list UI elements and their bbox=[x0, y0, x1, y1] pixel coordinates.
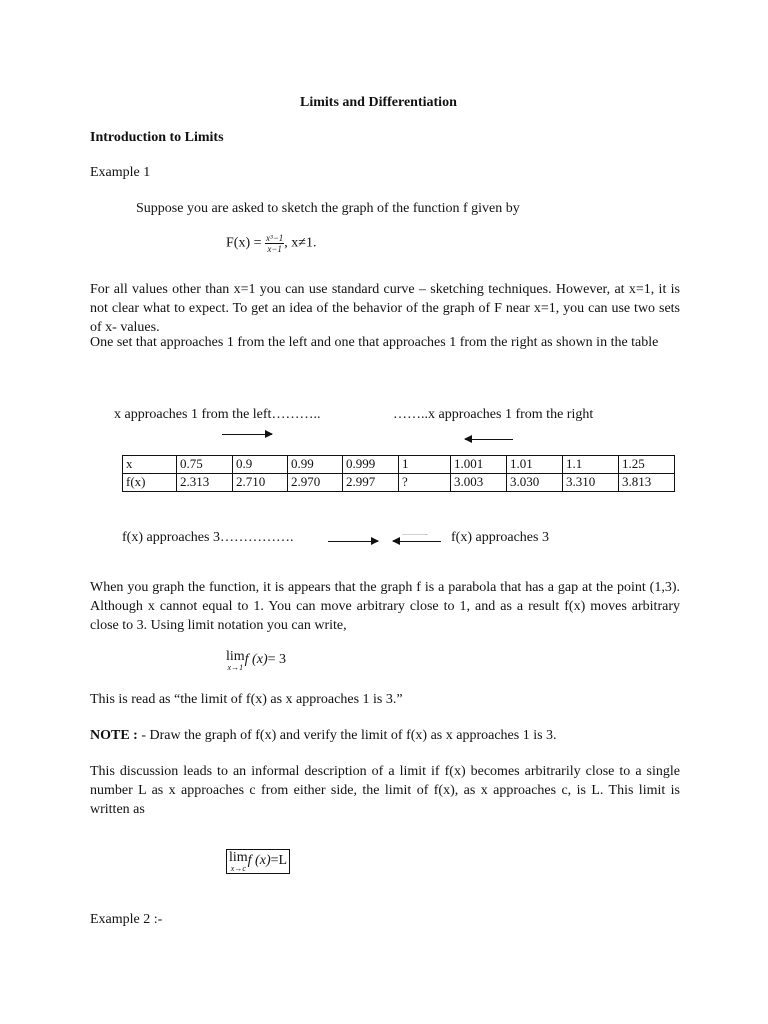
table-cell: 1 bbox=[399, 456, 451, 474]
paragraph-3: When you graph the function, it is appears that the graph f is a parabola that has a gap at the point (1,3). Although x cannot equal to 1. You can move arbitrary close to 1, and as a result f(x) moves arbitrary close to 3. Using limit notation you can write, bbox=[90, 580, 680, 633]
table-cell: 0.9 bbox=[233, 456, 288, 474]
page-title: Limits and Differentiation bbox=[300, 95, 457, 110]
lim-text: lim bbox=[226, 649, 245, 664]
table-cell: 0.999 bbox=[343, 456, 399, 474]
function-definition bbox=[226, 233, 316, 254]
intro-sentence: Suppose you are asked to sketch the graph of the function f given by bbox=[136, 201, 520, 216]
paragraph-4: This discussion leads to an informal description of a limit if f(x) becomes arbitrarily close to a single number L as x approaches c from either side, the limit of f(x), as x approaches c, is L. This limit is written as bbox=[90, 764, 680, 817]
table-cell: 1.01 bbox=[507, 456, 563, 474]
example-1-label: Example 1 bbox=[90, 165, 151, 180]
fx-left-label: f(x) approaches 3……………. bbox=[122, 530, 294, 545]
fraction-denominator: x−1 bbox=[267, 244, 282, 254]
table-cell: 1.1 bbox=[563, 456, 619, 474]
paragraph-1: For all values other than x=1 you can use standard curve – sketching techniques. However, at x=1, it is not clear what to expect. To get an idea of the behavior of the graph of F near x=1, you can use two sets of x- values. bbox=[90, 282, 680, 335]
note-label: NOTE : bbox=[90, 728, 138, 743]
lim-operator bbox=[226, 650, 245, 672]
approach-left-label: x approaches 1 from the left……….. bbox=[114, 407, 321, 422]
lim-subscript-2: x→c bbox=[230, 864, 246, 873]
table-cell: 0.75 bbox=[177, 456, 233, 474]
fx-right-dots: …………. bbox=[402, 531, 428, 537]
lim-rhs: = 3 bbox=[267, 652, 287, 667]
lim-subscript: x→1 bbox=[227, 663, 244, 672]
left-arrow-icon-2 bbox=[393, 541, 441, 542]
paragraph-2: One set that approaches 1 from the left and one that approaches 1 from the right as shown in the table bbox=[90, 335, 659, 350]
approach-right-label: ……..x approaches 1 from the right bbox=[393, 407, 594, 422]
values-table bbox=[122, 455, 675, 492]
table-cell: 3.003 bbox=[451, 474, 507, 492]
lim-operator-2 bbox=[229, 851, 248, 873]
table-cell: 1.25 bbox=[619, 456, 675, 474]
table-cell: f(x) bbox=[123, 474, 177, 492]
table-row-x bbox=[123, 456, 675, 474]
lim-rhs-2: =L bbox=[270, 853, 288, 868]
table-cell: 0.99 bbox=[288, 456, 343, 474]
right-arrow-icon-2 bbox=[328, 541, 378, 542]
table-cell: 3.310 bbox=[563, 474, 619, 492]
fx-right-label: f(x) approaches 3 bbox=[451, 530, 549, 545]
limit-expression-2 bbox=[226, 849, 290, 874]
table-cell: x bbox=[123, 456, 177, 474]
function-lhs: F(x) = bbox=[226, 235, 262, 251]
lim-function: f (x) bbox=[244, 652, 268, 667]
table-cell: 2.997 bbox=[343, 474, 399, 492]
function-condition: , x≠1. bbox=[284, 235, 317, 251]
section-heading: Introduction to Limits bbox=[90, 130, 224, 145]
read-as-sentence: This is read as “the limit of f(x) as x approaches 1 is 3.” bbox=[90, 692, 403, 707]
note bbox=[90, 726, 557, 745]
example-2-label: Example 2 :- bbox=[90, 912, 163, 927]
table-cell: 2.970 bbox=[288, 474, 343, 492]
lim-function-2: f (x) bbox=[247, 853, 271, 868]
fraction-numerator: x³−1 bbox=[266, 233, 284, 243]
table-row-fx bbox=[123, 474, 675, 492]
table-cell: 1.001 bbox=[451, 456, 507, 474]
lim-text-2: lim bbox=[229, 850, 248, 865]
table-cell: 3.813 bbox=[619, 474, 675, 492]
right-arrow-icon bbox=[222, 434, 272, 435]
note-text: - Draw the graph of f(x) and verify the limit of f(x) as x approaches 1 is 3. bbox=[137, 728, 557, 743]
table-cell: 3.030 bbox=[507, 474, 563, 492]
function-fraction bbox=[265, 233, 284, 254]
left-arrow-icon bbox=[465, 439, 513, 440]
table-cell: 2.710 bbox=[233, 474, 288, 492]
limit-expression-1 bbox=[226, 650, 286, 672]
table-cell: 2.313 bbox=[177, 474, 233, 492]
table-cell: ? bbox=[399, 474, 451, 492]
